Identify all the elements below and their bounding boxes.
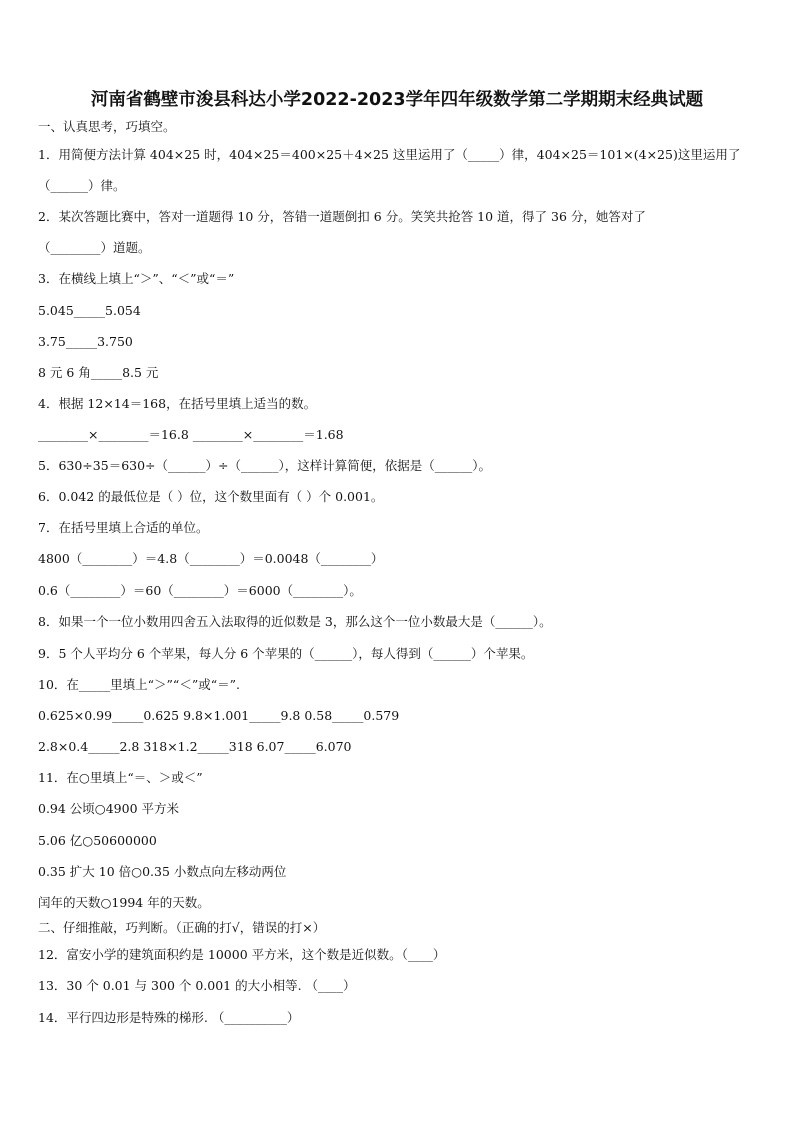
question-11-item-4: 闰年的天数○1994 年的天数。 xyxy=(38,895,210,910)
question-11: 11．在○里填上“＝、＞或＜” xyxy=(38,770,203,785)
question-7: 7．在括号里填上合适的单位。 xyxy=(38,520,209,535)
question-6: 6．0.042 的最低位是（ ）位，这个数里面有（ ）个 0.001。 xyxy=(38,489,384,504)
section-heading-2: 二、仔细推敲，巧判断。（正确的打√，错误的打×） xyxy=(38,920,326,935)
question-9: 9．5 个人平均分 6 个苹果，每人分 6 个苹果的（______），每人得到（______）个苹果。 xyxy=(38,646,534,661)
question-2-line-1: 2．某次答题比赛中，答对一道题得 10 分，答错一道题倒扣 6 分。笑笑共抢答 10 道，得了 36 分，她答对了 xyxy=(38,209,646,224)
question-1-line-2: （______）律。 xyxy=(38,178,126,193)
question-11-item-1: 0.94 公顷○4900 平方米 xyxy=(38,801,179,816)
question-7-item-1: 4800（________）＝4.8（________）＝0.0048（________） xyxy=(38,551,384,566)
question-13: 13．30 个 0.01 与 300 个 0.001 的大小相等. （____） xyxy=(38,978,356,993)
question-10-row-1: 0.625×0.99_____0.625 9.8×1.001_____9.8 0.58_____0.579 xyxy=(38,708,400,723)
question-10: 10．在_____里填上“＞”“＜”或“＝”. xyxy=(38,677,240,692)
page-title: 河南省鹤壁市浚县科达小学2022-2023学年四年级数学第二学期期末经典试题 xyxy=(90,90,704,110)
question-10-row-2: 2.8×0.4_____2.8 318×1.2_____318 6.07_____6.070 xyxy=(38,739,352,754)
question-5: 5．630÷35＝630÷（______）÷（______），这样计算简便，依据是（______）。 xyxy=(38,458,491,473)
question-2-line-2: （________）道题。 xyxy=(38,240,151,255)
question-3-item-2: 3.75_____3.750 xyxy=(38,334,133,349)
question-3: 3．在横线上填上“＞”、“＜”或“＝” xyxy=(38,271,235,286)
question-8: 8．如果一个一位小数用四舍五入法取得的近似数是 3，那么这个一位小数最大是（______）。 xyxy=(38,614,552,629)
question-1-line-1: 1．用简便方法计算 404×25 时，404×25＝400×25＋4×25 这里运用了（_____）律，404×25＝101×(4×25)这里运用了 xyxy=(38,147,741,162)
question-11-item-3: 0.35 扩大 10 倍○0.35 小数点向左移动两位 xyxy=(38,864,287,879)
question-14: 14．平行四边形是特殊的梯形. （__________） xyxy=(38,1010,300,1025)
question-4-blanks: ________×________＝16.8 ________×________＝1.68 xyxy=(38,427,344,442)
question-7-item-2: 0.6（________）＝60（________）＝6000（________）。 xyxy=(38,583,362,598)
question-3-item-1: 5.045_____5.054 xyxy=(38,303,141,318)
question-3-item-3: 8 元 6 角_____8.5 元 xyxy=(38,365,159,380)
section-heading-1: 一、认真思考，巧填空。 xyxy=(38,119,176,134)
question-4: 4．根据 12×14＝168，在括号里填上适当的数。 xyxy=(38,396,317,411)
question-12: 12．富安小学的建筑面积约是 10000 平方米，这个数是近似数。（____） xyxy=(38,947,446,962)
question-11-item-2: 5.06 亿○50600000 xyxy=(38,833,157,848)
